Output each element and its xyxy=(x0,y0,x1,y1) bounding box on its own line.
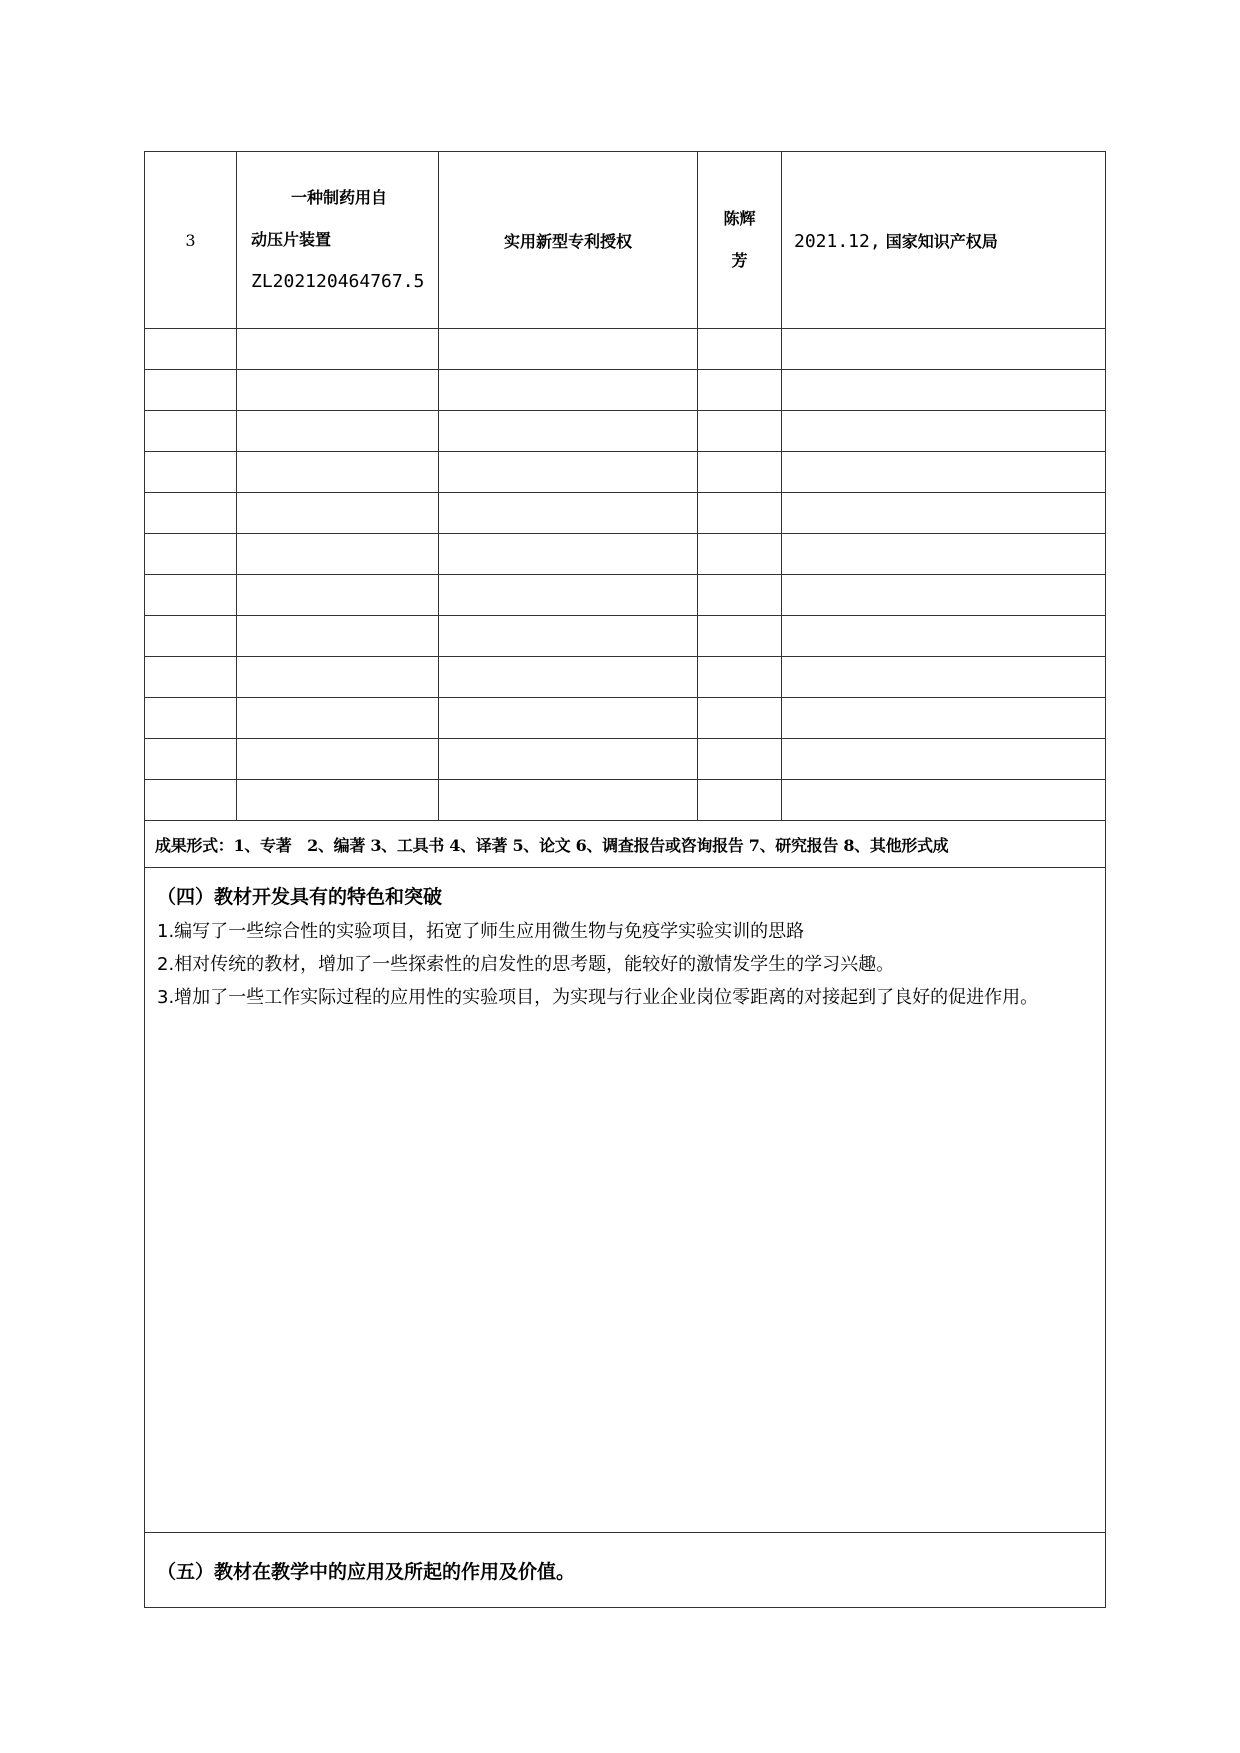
table-row xyxy=(145,152,1106,329)
section-four-item-2: 2.相对传统的教材，增加了一些探索性的启发性的思考题，能较好的激情发学生的学习兴趣。 xyxy=(157,954,895,975)
author-cell xyxy=(698,152,782,329)
achievement-type: 实用新型专利授权 xyxy=(439,152,698,329)
patent-number: ZL202120464767.5 xyxy=(251,271,425,292)
section-four-item-3: 3.增加了一些工作实际过程的应用性的实验项目，为实现与行业企业岗位零距离的对接起到了良好的促进作用。 xyxy=(157,987,1039,1008)
achievement-table xyxy=(144,151,1106,1608)
section-five xyxy=(145,1533,1106,1608)
table-row xyxy=(145,698,1106,739)
section-four-title: （四）教材开发具有的特色和突破 xyxy=(157,886,443,908)
table-row xyxy=(145,411,1106,452)
title-line-1: 一种制药用自 xyxy=(291,188,388,207)
publish-date: 2021.12, xyxy=(794,230,881,252)
achievement-form-legend: 成果形式：1、专著 2、编著 3、工具书 4、译著 5、论文 6、调查报告或咨询报告 7、研究报告 8、其他形式成 xyxy=(145,821,1106,868)
achievement-title-cell xyxy=(237,152,439,329)
section-five-row xyxy=(145,1533,1106,1608)
table-row xyxy=(145,657,1106,698)
table-row xyxy=(145,370,1106,411)
table-row xyxy=(145,575,1106,616)
table-row xyxy=(145,452,1106,493)
section-four-item-1: 1.编写了一些综合性的实验项目，拓宽了师生应用微生物与免疫学实验实训的思路 xyxy=(157,921,805,942)
legend-row xyxy=(145,821,1106,868)
table-row xyxy=(145,780,1106,821)
author-line-2: 芳 xyxy=(731,251,748,270)
title-line-2: 动压片装置 xyxy=(251,230,332,249)
publisher: 国家知识产权局 xyxy=(885,231,998,251)
row-number: 3 xyxy=(145,152,237,329)
table-row xyxy=(145,534,1106,575)
author-line-1: 陈辉 xyxy=(723,209,756,228)
section-five-title: （五）教材在教学中的应用及所起的作用及价值。 xyxy=(157,1561,576,1583)
section-four-row xyxy=(145,868,1106,1533)
table-row xyxy=(145,616,1106,657)
section-four xyxy=(145,868,1106,1533)
table-row xyxy=(145,329,1106,370)
table-row xyxy=(145,493,1106,534)
table-row xyxy=(145,739,1106,780)
source-cell xyxy=(782,152,1106,329)
